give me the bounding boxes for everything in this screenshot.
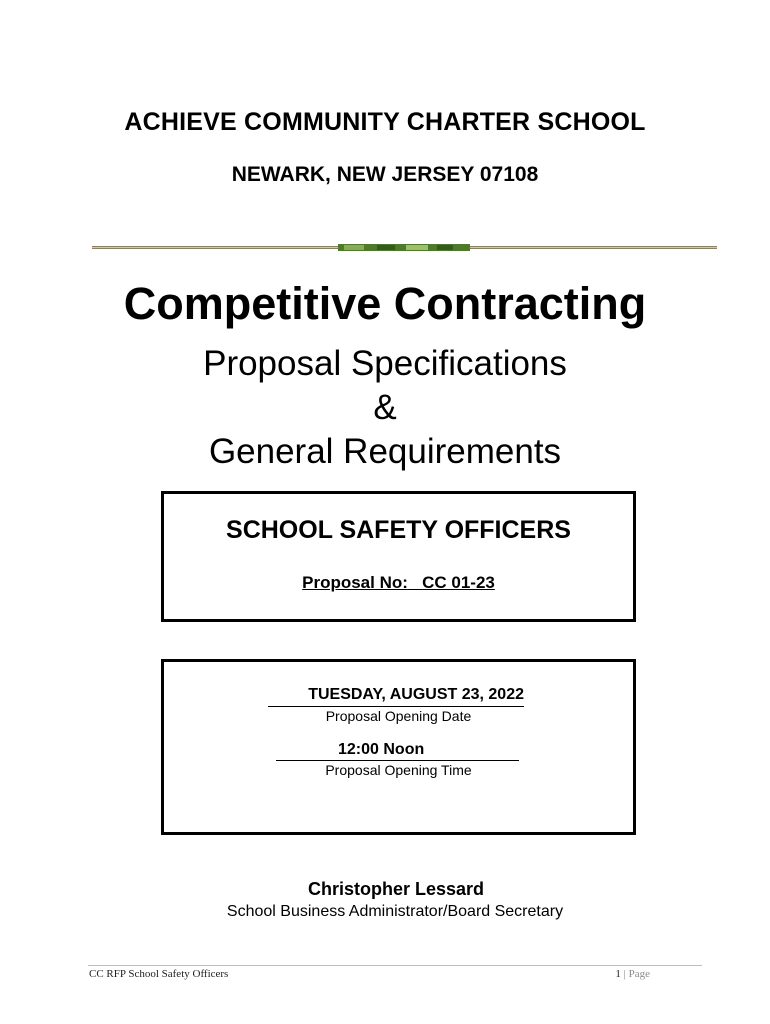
signatory-name: Christopher Lessard bbox=[307, 879, 485, 899]
opening-time-field bbox=[276, 741, 519, 761]
proposal-number bbox=[161, 573, 636, 593]
footer-rule bbox=[88, 965, 702, 966]
opening-time-label: Proposal Opening Time bbox=[325, 762, 472, 778]
proposal-number-label: Proposal No: bbox=[302, 573, 408, 592]
footer-document-name: CC RFP School Safety Officers bbox=[89, 968, 229, 980]
subtitle-line-2: & bbox=[373, 388, 397, 427]
proposal-number-gap bbox=[408, 573, 422, 592]
subtitle-line-1: Proposal Specifications bbox=[203, 344, 567, 383]
school-location: NEWARK, NEW JERSEY 07108 bbox=[231, 163, 539, 186]
subtitle-line-3: General Requirements bbox=[208, 432, 562, 471]
footer-page-indicator bbox=[600, 968, 650, 980]
opening-date-label: Proposal Opening Date bbox=[325, 708, 472, 724]
page-label: Page bbox=[628, 968, 650, 980]
opening-date-value: TUESDAY, AUGUST 23, 2022 bbox=[268, 686, 524, 707]
document-title: Competitive Contracting bbox=[123, 278, 647, 329]
proposal-box bbox=[161, 491, 636, 622]
project-title: SCHOOL SAFETY OFFICERS bbox=[226, 516, 571, 544]
proposal-number-value: CC 01-23 bbox=[422, 573, 495, 592]
page-number: 1 bbox=[615, 968, 621, 980]
signatory-title: School Business Administrator/Board Secretary bbox=[226, 903, 564, 920]
school-name: ACHIEVE COMMUNITY CHARTER SCHOOL bbox=[124, 108, 646, 136]
decorative-divider bbox=[92, 244, 717, 251]
opening-time-value: 12:00 Noon bbox=[338, 741, 425, 758]
document-subtitle bbox=[0, 342, 770, 474]
page-separator: | bbox=[623, 968, 626, 980]
